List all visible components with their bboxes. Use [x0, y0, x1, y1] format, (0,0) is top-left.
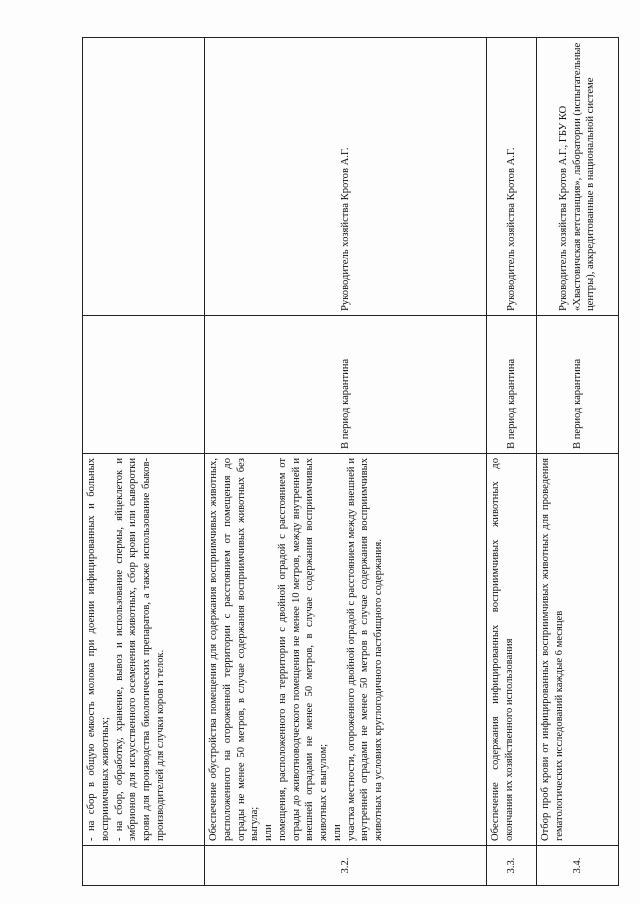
measure-cell — [537, 454, 619, 846]
measure-text: участка местности, огороженного двойной оградой с расстоянием между внешней и внутренней оградами не менее 50 метров в случае содержания восприимчивых животных на условиях круглогодичного пастбищного содержания. — [345, 458, 385, 841]
measure-text: - на сбор, обработку, хранение, вывоз и использование спермы, яйцеклеток и эмбрионов для искусственного осеменения животных, сбор крови или сыворотки крови для производства биологических препаратов, а также использование быков-производителей для случки коров и телок. — [113, 458, 166, 841]
row-number — [83, 846, 205, 886]
table-row — [487, 38, 537, 886]
table-row — [83, 38, 205, 886]
measure-text: - на сбор в общую емкость молока при доении инфицированных и больных восприимчивых животных; — [86, 458, 111, 841]
period-cell: В период карантина — [205, 316, 487, 454]
measure-cell — [487, 454, 537, 846]
rotated-table-container — [82, 38, 618, 886]
measure-cell — [205, 454, 487, 846]
row-number: 3.4. — [537, 846, 619, 886]
measure-text: или — [331, 824, 343, 841]
period-cell: В период карантина — [487, 316, 537, 454]
responsible-cell: Руководитель хозяйства Кротов А.Г. — [205, 38, 487, 316]
quarantine-measures-table — [82, 37, 619, 886]
responsible-cell: Руководитель хозяйства Кротов А.Г. — [487, 38, 537, 316]
row-number: 3.3. — [487, 846, 537, 886]
period-cell — [83, 316, 205, 454]
responsible-cell: Руководитель хозяйства Кротов А.Г., ГБУ КО «Хвастовичская ветстанция», лаборатории (испытательные центры), аккредитованные в национальной системе — [537, 38, 619, 316]
row-number: 3.2. — [205, 846, 487, 886]
table-row — [205, 38, 487, 886]
table-row — [537, 38, 619, 886]
measure-text: Отбор проб крови от инфицированных восприимчивых животных для проведения гематологических исследований каждые 6 месяцев — [540, 458, 565, 841]
measure-text: или — [263, 824, 275, 841]
measure-cell — [83, 454, 205, 846]
measure-text: Обеспечение содержания инфицированных восприимчивых животных до окончания их хозяйственного использования — [490, 458, 515, 841]
responsible-cell — [83, 38, 205, 316]
measure-text: помещения, расположенного на территории с двойной оградой с расстоянием от ограды до животноводческого помещения не менее 10 метров, между внутренней и внешней оградами не менее 50 метров, в случае содержания восприимчивых животных с выгулом; — [276, 458, 330, 841]
measure-text: Обеспечение обустройства помещения для содержания восприимчивых животных, расположенного на огороженной территории с расстоянием от помещения до ограды не менее 50 метров, в случае содержания восприимчивых животных без выгула; — [208, 458, 261, 841]
period-cell: В период карантина — [537, 316, 619, 454]
